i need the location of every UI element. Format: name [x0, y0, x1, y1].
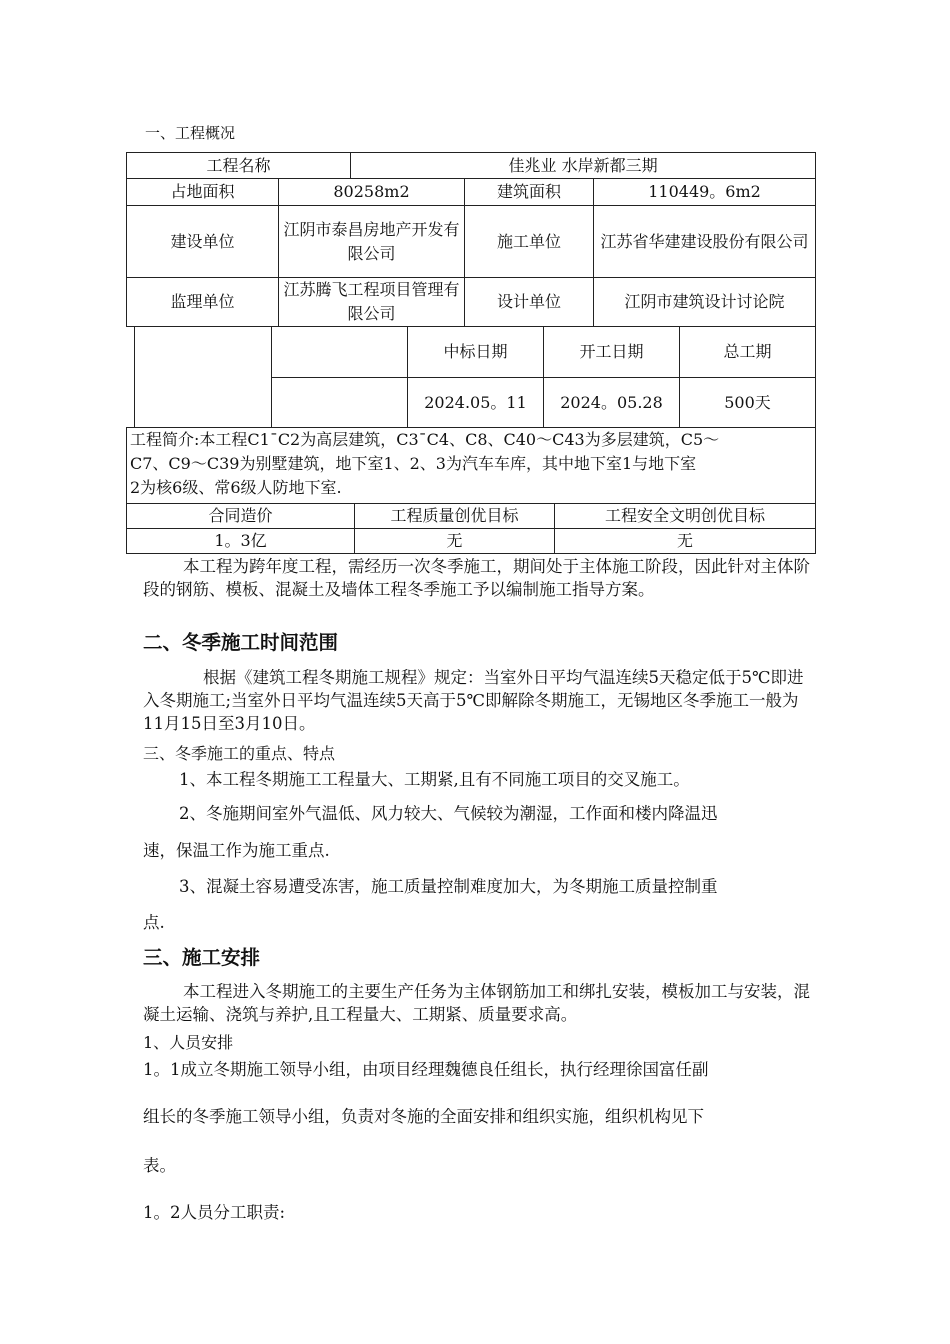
start-date-label: 开工日期	[544, 327, 680, 378]
personnel-1-1: 1。1成立冬期施工领导小组，由项目经理魏德良任组长，执行经理徐国富任副	[143, 1060, 709, 1079]
safety-target-label: 工程安全文明创优目标	[555, 504, 816, 529]
land-area-label: 占地面积	[127, 179, 279, 206]
summary-line: 2为核6级、常6级人防地下室.	[130, 478, 342, 497]
section-heading-time-range: 二、冬季施工时间范围	[143, 631, 339, 654]
key-point-3-cont: 点.	[143, 913, 165, 932]
blank-cell	[272, 378, 408, 428]
key-point-2: 2、冬施期间室外气温低、风力较大、气候较为潮湿，工作面和楼内降温迅	[179, 804, 718, 823]
personnel-1-1-cont: 表。	[143, 1156, 176, 1175]
schedule-table	[134, 326, 816, 428]
start-date-value: 2024。05.28	[544, 378, 680, 428]
blank-cell	[272, 327, 408, 378]
bid-date-label: 中标日期	[408, 327, 544, 378]
designer-label: 设计单位	[465, 278, 594, 327]
section-heading-key-points: 三、冬季施工的重点、特点	[143, 744, 336, 763]
building-area-value: 110449。6m2	[594, 179, 816, 206]
key-point-3: 3、混凝土容易遭受冻害，施工质量控制难度加大，为冬期施工质量控制重	[179, 877, 718, 896]
intro-paragraph: 本工程为跨年度工程，需经历一次冬季施工，期间处于主体施工阶段，因此针对主体阶段的钢筋、模板、混凝土及墙体工程冬季施工予以编制施工指导方案。	[143, 557, 810, 599]
safety-target-value: 无	[555, 529, 816, 554]
project-name-value: 佳兆业 水岸新都三期	[351, 153, 816, 179]
project-summary-table	[126, 427, 816, 554]
supervisor-value: 江苏腾飞工程项目管理有限公司	[279, 278, 465, 327]
blank-cell	[135, 327, 272, 428]
contractor-value: 江苏省华建建设股份有限公司	[594, 206, 816, 278]
personnel-1-1-cont: 组长的冬季施工领导小组，负责对冬施的全面安排和组织实施，组织机构见下	[143, 1107, 704, 1126]
project-name-label: 工程名称	[127, 153, 351, 179]
summary-line: 工程简介:本工程C1¯C2为高层建筑，C3¯C4、C8、C40～C43为多层建筑，C5～	[130, 430, 720, 449]
contract-price-value: 1。3亿	[127, 529, 355, 554]
personnel-1-2: 1。2人员分工职责:	[143, 1203, 286, 1222]
contract-price-label: 合同造价	[127, 504, 355, 529]
summary-line: C7、C9～C39为别墅建筑，地下室1、2、3为汽车车库，其中地下室1与地下室	[130, 454, 697, 473]
project-summary	[127, 428, 816, 504]
duration-label: 总工期	[680, 327, 816, 378]
owner-value: 江阴市泰昌房地产开发有限公司	[279, 206, 465, 278]
arrangement-paragraph: 本工程进入冬期施工的主要生产任务为主体钢筋加工和绑扎安装，模板加工与安装，混凝土运输、浇筑与养护,且工程量大、工期紧、质量要求高。	[143, 982, 810, 1024]
personnel-heading: 1、人员安排	[143, 1033, 234, 1052]
time-range-paragraph: 根据《建筑工程冬期施工规程》规定：当室外日平均气温连续5天稳定低于5℃即进入冬期施工;当室外日平均气温连续5天高于5℃即解除冬期施工，无锡地区冬季施工一般为11月15日至3月10日。	[143, 668, 804, 733]
project-info-table	[126, 152, 816, 327]
designer-value: 江阴市建筑设计讨论院	[594, 278, 816, 327]
section-heading-overview: 一、工程概况	[145, 124, 236, 142]
land-area-value: 80258m2	[279, 179, 465, 206]
duration-value: 500天	[680, 378, 816, 428]
section-heading-arrangement: 三、施工安排	[143, 946, 261, 969]
supervisor-label: 监理单位	[127, 278, 279, 327]
contractor-label: 施工单位	[465, 206, 594, 278]
owner-label: 建设单位	[127, 206, 279, 278]
key-point-2-cont: 速，保温工作为施工重点.	[143, 841, 330, 860]
key-point-1: 1、本工程冬期施工工程量大、工期紧,且有不同施工项目的交叉施工。	[179, 770, 690, 789]
quality-target-value: 无	[355, 529, 555, 554]
quality-target-label: 工程质量创优目标	[355, 504, 555, 529]
building-area-label: 建筑面积	[465, 179, 594, 206]
bid-date-value: 2024.05。11	[408, 378, 544, 428]
